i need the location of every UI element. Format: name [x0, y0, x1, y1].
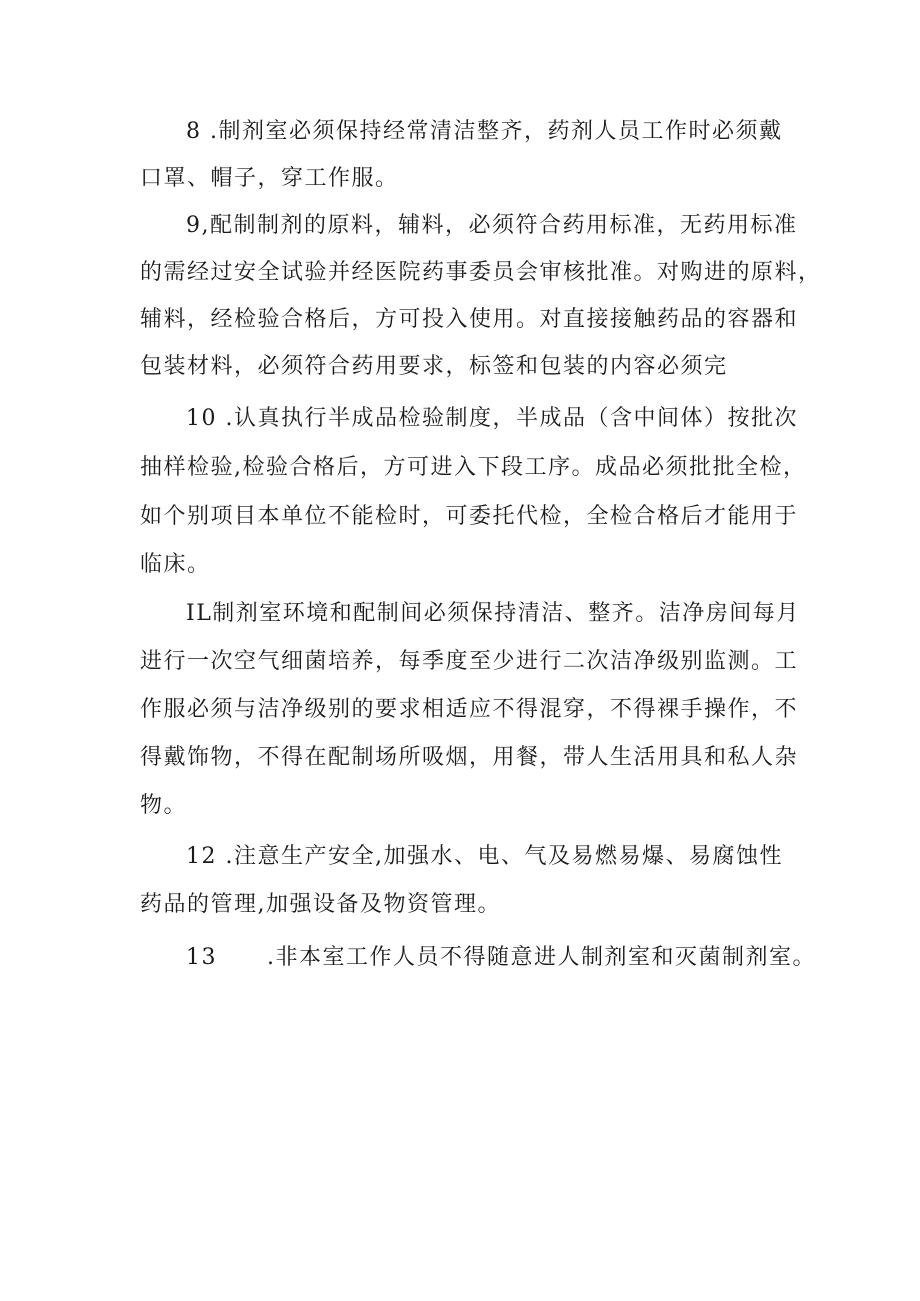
paragraph-13-text: .非本室工作人员不得随意进人制剂室和灭菌制剂室。: [267, 945, 816, 970]
paragraph-11-line-4: 得戴饰物，不得在配制场所吸烟，用餐，带人生活用具和私人杂: [140, 745, 799, 770]
paragraph-9-line-4: 包装材料，必须符合药用要求，标签和包装的内容必须完: [140, 354, 728, 379]
paragraph-11-line-1: IL制剂室环境和配制间必须保持清洁、整齐。洁净房间每月: [186, 601, 800, 626]
paragraph-11-line-2: 进行一次空气细菌培养，每季度至少进行二次洁净级别监测。工: [140, 649, 799, 674]
paragraph-9-line-3: 辅料，经检验合格后，方可投入使用。对直接接触药品的容器和: [140, 307, 799, 332]
paragraph-8-line-2: 口罩、帽子，穿工作服。: [140, 166, 399, 191]
paragraph-12-line-1: 12 .注意生产安全,加强水、电、气及易燃易爆、易腐蚀性: [186, 844, 783, 869]
paragraph-9-line-2: 的需经过安全试验并经医院药事委员会审核批准。对购进的原料，: [140, 260, 822, 285]
paragraph-10-line-4: 临床。: [140, 552, 211, 577]
paragraph-11-line-5: 物。: [140, 793, 188, 818]
paragraph-10-line-3: 如个别项目本单位不能检时，可委托代检，全检合格后才能用于: [140, 504, 799, 529]
paragraph-10-line-1: 10 .认真执行半成品检验制度，半成品（含中间体）按批次: [186, 406, 798, 431]
paragraph-13-number: 13: [186, 945, 217, 970]
paragraph-11-line-3: 作服必须与洁净级别的要求相适应不得混穿，不得裸手操作，不: [140, 697, 799, 722]
paragraph-9-line-1: 9,配制制剂的原料，辅料，必须符合药用标准，无药用标准: [186, 213, 798, 238]
paragraph-13-line-1: [186, 943, 836, 973]
paragraph-8-line-1: 8 .制剂室必须保持经常清洁整齐，药剂人员工作时必须戴: [186, 119, 783, 144]
paragraph-12-line-2: 药品的管理,加强设备及物资管理。: [140, 892, 501, 917]
paragraph-10-line-2: 抽样检验,检验合格后，方可进入下段工序。成品必须批批全检，: [140, 455, 807, 480]
